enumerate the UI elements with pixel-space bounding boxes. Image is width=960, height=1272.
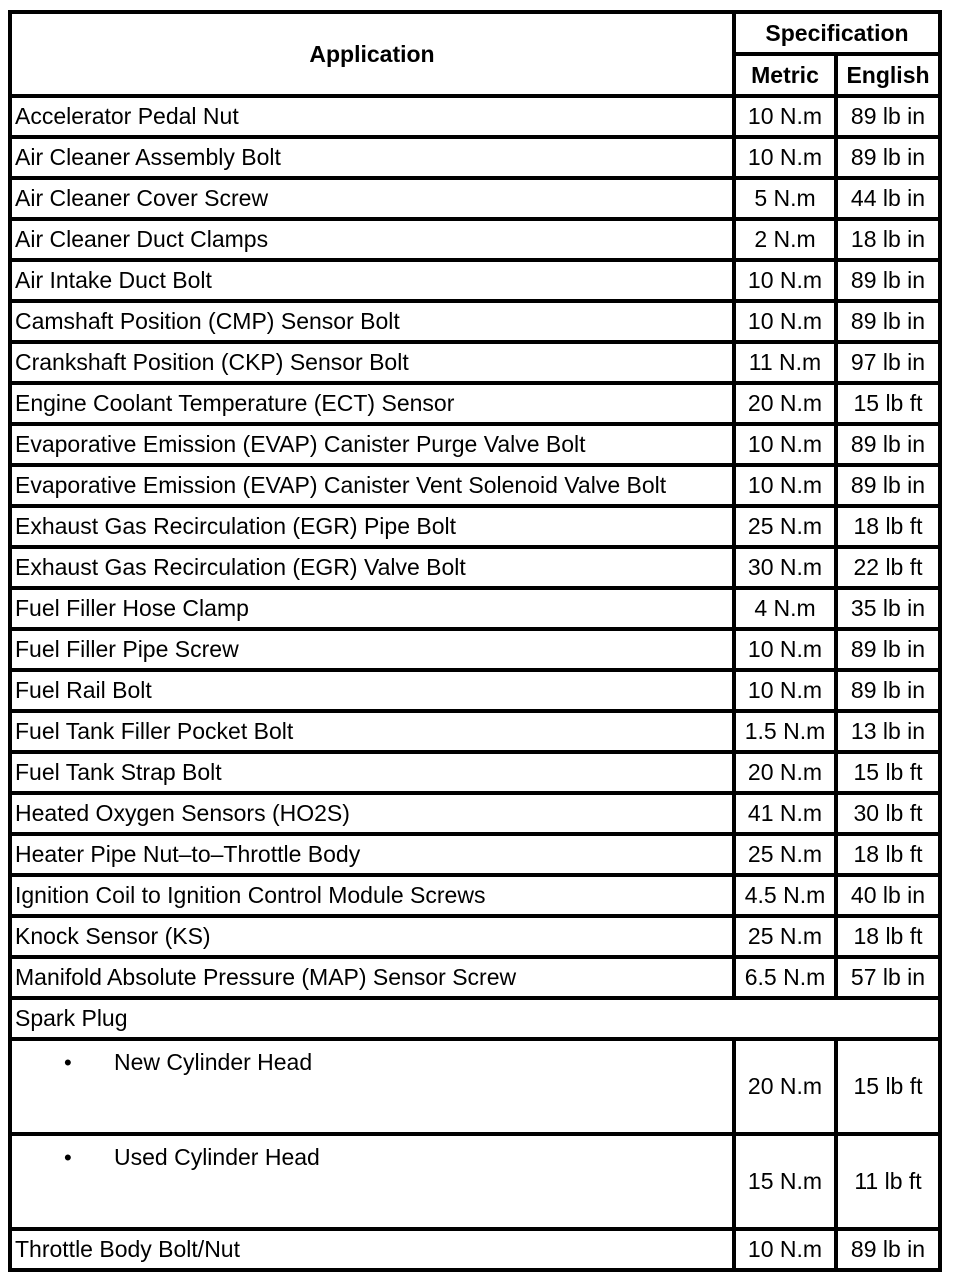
table-row [10,219,940,260]
cell-english: 89 lb in [836,629,940,670]
cell-english: 97 lb in [836,342,940,383]
table-row [10,711,940,752]
bullet-icon: • [64,1050,72,1075]
cell-english: 89 lb in [836,260,940,301]
cell-application: Fuel Rail Bolt [10,670,734,711]
cell-english: 89 lb in [836,424,940,465]
cell-metric: 10 N.m [734,301,836,342]
cell-application: Knock Sensor (KS) [10,916,734,957]
cell-application: Air Cleaner Cover Screw [10,178,734,219]
cell-application: Evaporative Emission (EVAP) Canister Vent Solenoid Valve Bolt [10,465,734,506]
cell-application [10,1134,734,1229]
table-row [10,793,940,834]
cell-application: Fuel Tank Filler Pocket Bolt [10,711,734,752]
cell-application: Heated Oxygen Sensors (HO2S) [10,793,734,834]
cell-metric: 5 N.m [734,178,836,219]
cell-english: 15 lb ft [836,752,940,793]
cell-metric: 10 N.m [734,1229,836,1270]
cell-metric: 10 N.m [734,96,836,137]
fastener-tightening-spec-table [8,10,942,1272]
cell-english: 15 lb ft [836,383,940,424]
cell-metric: 41 N.m [734,793,836,834]
table-row [10,465,940,506]
cell-metric: 20 N.m [734,1039,836,1134]
cell-metric: 1.5 N.m [734,711,836,752]
table-row [10,506,940,547]
cell-application: Camshaft Position (CMP) Sensor Bolt [10,301,734,342]
cell-metric: 10 N.m [734,465,836,506]
cell-english: 57 lb in [836,957,940,998]
cell-english: 89 lb in [836,137,940,178]
cell-application: Engine Coolant Temperature (ECT) Sensor [10,383,734,424]
header-english: English [836,54,940,96]
table-row [10,547,940,588]
cell-application: Manifold Absolute Pressure (MAP) Sensor Screw [10,957,734,998]
cell-application: Fuel Filler Hose Clamp [10,588,734,629]
table-row [10,875,940,916]
cell-application: Exhaust Gas Recirculation (EGR) Pipe Bolt [10,506,734,547]
cell-english: 89 lb in [836,1229,940,1270]
cell-english: 18 lb ft [836,834,940,875]
table-row-throttle-body [10,1229,940,1270]
header-metric: Metric [734,54,836,96]
cell-english: 89 lb in [836,301,940,342]
application-text: New Cylinder Head [114,1049,313,1075]
cell-metric: 20 N.m [734,752,836,793]
cell-english: 13 lb in [836,711,940,752]
cell-english: 18 lb ft [836,916,940,957]
cell-english: 18 lb in [836,219,940,260]
bullet-icon: • [64,1145,72,1170]
table-row [10,178,940,219]
cell-english: 89 lb in [836,96,940,137]
cell-application: Accelerator Pedal Nut [10,96,734,137]
table-row [10,424,940,465]
cell-metric: 2 N.m [734,219,836,260]
cell-english: 89 lb in [836,670,940,711]
table-row [10,629,940,670]
cell-application: Evaporative Emission (EVAP) Canister Purge Valve Bolt [10,424,734,465]
cell-metric: 10 N.m [734,670,836,711]
cell-metric: 10 N.m [734,629,836,670]
cell-english: 35 lb in [836,588,940,629]
table-row [10,834,940,875]
cell-metric: 25 N.m [734,506,836,547]
cell-english: 40 lb in [836,875,940,916]
table-row [10,752,940,793]
cell-metric: 10 N.m [734,424,836,465]
header-application: Application [10,12,734,96]
cell-metric: 6.5 N.m [734,957,836,998]
spark-plug-label: Spark Plug [10,998,940,1039]
table-row [10,916,940,957]
table-row [10,137,940,178]
table-row [10,260,940,301]
cell-application: Air Intake Duct Bolt [10,260,734,301]
cell-metric: 4 N.m [734,588,836,629]
cell-application: Fuel Tank Strap Bolt [10,752,734,793]
cell-english: 11 lb ft [836,1134,940,1229]
table-row [10,670,940,711]
table-row [10,957,940,998]
cell-english: 89 lb in [836,465,940,506]
cell-metric: 10 N.m [734,260,836,301]
cell-metric: 4.5 N.m [734,875,836,916]
cell-application: Air Cleaner Assembly Bolt [10,137,734,178]
cell-metric: 20 N.m [734,383,836,424]
cell-metric: 11 N.m [734,342,836,383]
cell-metric: 30 N.m [734,547,836,588]
cell-metric: 25 N.m [734,834,836,875]
table-row [10,96,940,137]
cell-application: Throttle Body Bolt/Nut [10,1229,734,1270]
cell-english: 30 lb ft [836,793,940,834]
table-row [10,342,940,383]
cell-application: Heater Pipe Nut–to–Throttle Body [10,834,734,875]
cell-application: Crankshaft Position (CKP) Sensor Bolt [10,342,734,383]
cell-application: Air Cleaner Duct Clamps [10,219,734,260]
cell-metric: 10 N.m [734,137,836,178]
cell-application: Exhaust Gas Recirculation (EGR) Valve Bolt [10,547,734,588]
cell-application: Fuel Filler Pipe Screw [10,629,734,670]
cell-english: 22 lb ft [836,547,940,588]
cell-english: 44 lb in [836,178,940,219]
cell-english: 18 lb ft [836,506,940,547]
cell-metric: 25 N.m [734,916,836,957]
table-row [10,588,940,629]
table-row-new-cylinder-head [10,1039,940,1134]
header-specification: Specification [734,12,940,54]
application-text: Used Cylinder Head [114,1144,320,1170]
cell-application [10,1039,734,1134]
cell-application: Ignition Coil to Ignition Control Module Screws [10,875,734,916]
table-row-spark-plug [10,998,940,1039]
cell-english: 15 lb ft [836,1039,940,1134]
table-row-used-cylinder-head [10,1134,940,1229]
torque-spec-document [8,10,938,1272]
table-row [10,301,940,342]
table-body [10,96,940,1270]
cell-metric: 15 N.m [734,1134,836,1229]
table-row [10,383,940,424]
